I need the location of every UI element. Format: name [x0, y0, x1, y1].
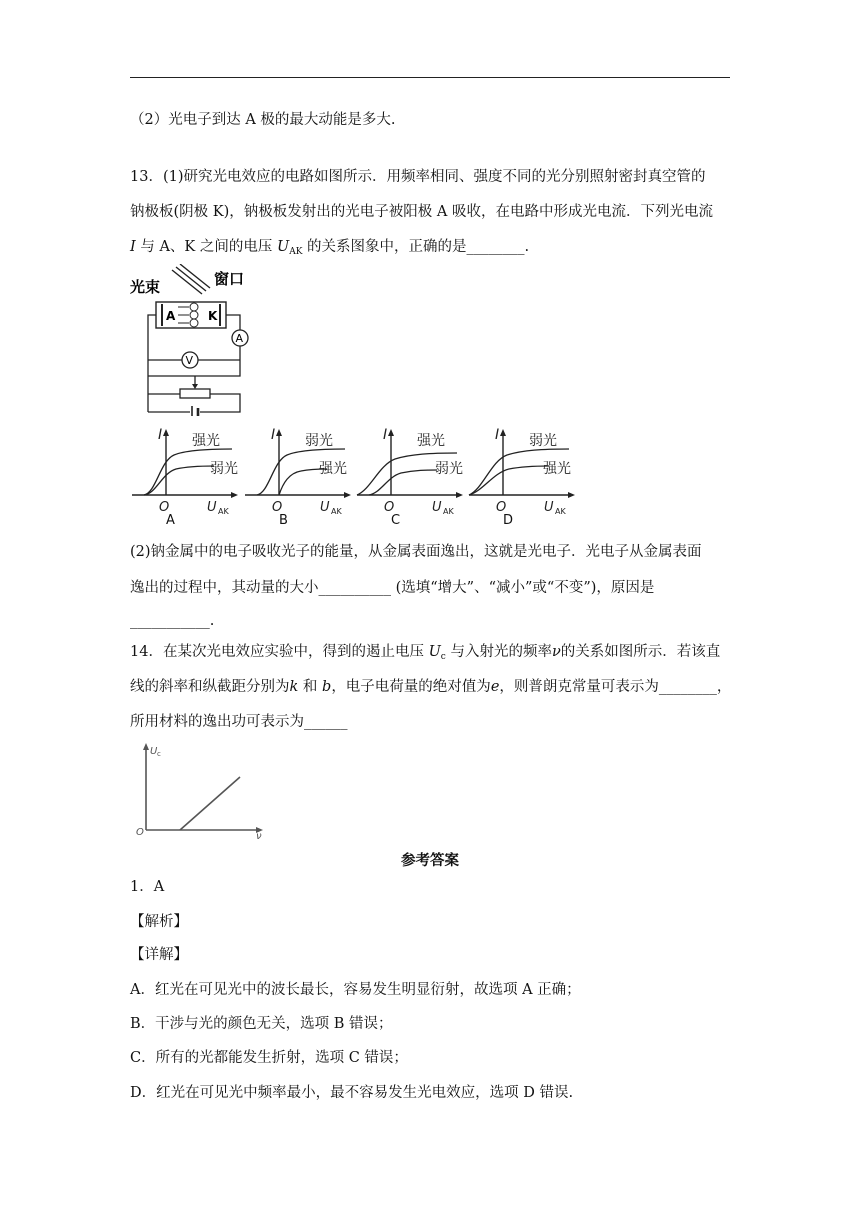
q13-part2-line2: 逸出的过程中，其动量的大小__________ (选填“增大”、“减小”或“不变”)，原因是	[130, 580, 655, 596]
graph-x-subscript: AK	[555, 507, 566, 516]
graph-y-label: I	[271, 427, 276, 443]
electron-icon	[178, 303, 198, 327]
graph-x-label: U	[207, 500, 217, 515]
q14-line1-text-c: 的关系如图所示．若该直	[560, 644, 721, 660]
option-a-explanation: A．红光在可见光中的波长最长，容易发生明显衍射，故选项 A 正确；	[130, 982, 581, 998]
voltage-subscript: AK	[289, 247, 303, 257]
option-label-a: A	[166, 513, 175, 528]
stopping-voltage-subscript: c	[440, 652, 446, 662]
graph-y-label: U	[150, 746, 158, 757]
graph-origin: O	[159, 500, 170, 515]
stopping-voltage-symbol: U	[428, 644, 441, 660]
option-c-explanation: C．所有的光都能发生折射，选项 C 错误；	[130, 1050, 408, 1066]
curve-upper-label: 弱光	[529, 433, 557, 449]
y-axis-arrow	[388, 429, 394, 436]
cathode-label: K	[208, 309, 218, 323]
photoelectric-circuit-diagram	[128, 264, 258, 416]
beam-label: 光束	[130, 278, 161, 296]
slope-symbol: k	[289, 679, 299, 695]
option-b-explanation: B．干涉与光的颜色无关，选项 B 错误；	[130, 1016, 393, 1032]
graph-y-label: I	[158, 427, 163, 443]
anode-label: A	[166, 309, 176, 323]
graph-x-subscript: AK	[331, 507, 342, 516]
detail-label: 【详解】	[130, 947, 188, 963]
graph-option-c	[355, 425, 470, 520]
graph-y-subscript: c	[157, 750, 161, 758]
q14-line1-text-b: 与入射光的频率	[445, 644, 552, 660]
rheostat	[180, 389, 210, 398]
graph-x-label: ν	[256, 831, 262, 840]
graph-origin: O	[136, 827, 144, 838]
graph-x-label: U	[320, 500, 330, 515]
option-d-explanation: D．红光在可见光中频率最小，最不容易发生光电效应，选项 D 错误.	[130, 1085, 574, 1101]
graph-option-b	[243, 425, 358, 520]
graph-x-subscript: AK	[218, 507, 229, 516]
curve-upper-label: 弱光	[305, 433, 333, 449]
q14-line1	[130, 642, 720, 667]
graph-option-a	[130, 425, 245, 520]
q13-line3	[130, 237, 529, 262]
q12-part2: （2）光电子到达 A 极的最大动能是多大.	[130, 112, 396, 128]
y-axis-arrow	[143, 743, 149, 750]
curve-upper-label: 强光	[192, 433, 220, 449]
curve-lower	[469, 466, 549, 495]
x-axis-arrow	[456, 492, 463, 498]
q14-line1-text-a: 14．在某次光电效应实验中，得到的遏止电压	[130, 644, 429, 660]
intercept-symbol: b	[322, 679, 332, 695]
curve-lower-label: 弱光	[210, 461, 238, 477]
graph-origin: O	[496, 500, 507, 515]
q14-line3: 所用材料的逸出功可表示为______	[130, 714, 348, 730]
voltage-symbol: U	[276, 239, 290, 255]
graph-x-subscript: AK	[443, 507, 454, 516]
q13-line3-text-b: 的关系图象中，正确的是________.	[302, 239, 530, 255]
graph-x-label: U	[432, 500, 442, 515]
y-axis-arrow	[163, 429, 169, 436]
answer-1: 1．A	[130, 879, 165, 895]
q13-line2: 钠极板(阴极 K)，钠极板发射出的光电子被阳极 A 吸收，在电路中形成光电流．下列光电流	[130, 204, 713, 220]
x-axis-arrow	[344, 492, 351, 498]
q14-line2	[130, 677, 731, 697]
x-axis-arrow	[568, 492, 575, 498]
graph-y-label: I	[495, 427, 500, 443]
ammeter-label: A	[235, 332, 244, 345]
slider-arrow	[192, 384, 198, 389]
option-label-d: D	[503, 513, 514, 528]
y-axis-arrow	[276, 429, 282, 436]
q14-line2-text-d: ，则普朗克常量可表示为________，	[499, 679, 732, 695]
frequency-symbol: ν	[551, 644, 561, 660]
graph-origin: O	[384, 500, 395, 515]
q13-line3-text-a: 与 A、K 之间的电压	[135, 239, 277, 255]
q14-line2-text-c: ，电子电荷量的绝对值为	[331, 679, 491, 695]
curve-upper-label: 强光	[417, 433, 445, 449]
q13-part2-line3: ___________.	[130, 613, 215, 629]
curve-lower	[144, 466, 214, 495]
graph-origin: O	[272, 500, 283, 515]
option-label-b: B	[279, 513, 288, 528]
q14-line2-text-b: 和	[298, 679, 323, 695]
window-label: 窗口	[214, 270, 245, 288]
graph-option-d	[467, 425, 582, 520]
graph-x-label: U	[544, 500, 554, 515]
charge-symbol: e	[490, 679, 500, 695]
stopping-voltage-graph	[130, 740, 270, 840]
curve-lower-label: 弱光	[435, 461, 463, 477]
curve-lower	[369, 470, 437, 495]
header-rule	[130, 77, 730, 78]
q13-part2-line1: (2)钠金属中的电子吸收光子的能量，从金属表面逸出，这就是光电子．光电子从金属表面	[130, 544, 702, 560]
voltmeter-label: V	[185, 354, 194, 367]
graph-y-label: I	[383, 427, 388, 443]
y-axis-arrow	[500, 429, 506, 436]
analysis-label: 【解析】	[130, 914, 188, 930]
answers-heading: 参考答案	[401, 852, 459, 869]
current-symbol: I	[130, 239, 136, 255]
light-beam	[172, 264, 210, 294]
q14-line2-text-a: 线的斜率和纵截距分别为	[130, 679, 290, 695]
q13-line1: 13．(1)研究光电效应的电路如图所示．用频率相同、强度不同的光分别照射密封真空管的	[130, 169, 706, 185]
curve-lower-label: 强光	[319, 461, 347, 477]
curve-lower-label: 强光	[543, 461, 571, 477]
option-label-c: C	[391, 513, 401, 528]
x-axis-arrow	[231, 492, 238, 498]
